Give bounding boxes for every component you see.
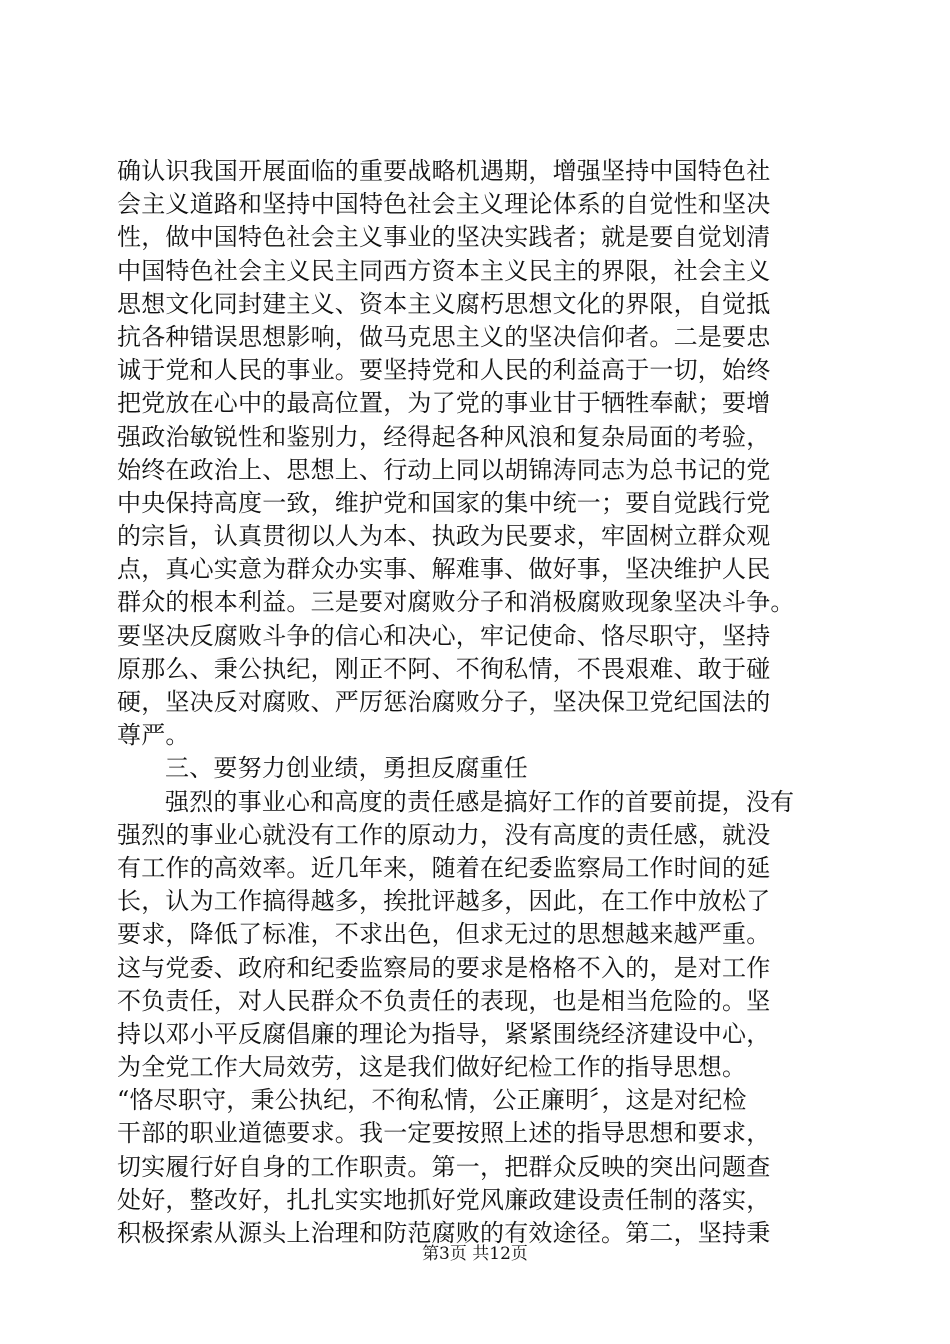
text-line: 为全党工作大局效劳，这是我们做好纪检工作的指导思想。 <box>117 1053 747 1082</box>
text-line: 处好，整改好，扎扎实实地抓好党风廉政建设责任制的落实， <box>117 1185 771 1214</box>
text-line: 切实履行好自身的工作职责。第一，把群众反映的突出问题查 <box>117 1152 771 1181</box>
text-line: 硬，坚决反对腐败、严厉惩治腐败分子，坚决保卫党纪国法的 <box>117 688 771 716</box>
text-line: 有工作的高效率。近几年来，随着在纪委监察局工作时间的延 <box>117 853 771 882</box>
text-line: 抗各种错误思想影响，做马克思主义的坚决信仰者。二是要忠 <box>117 322 771 351</box>
body-text <box>117 155 833 1250</box>
text-line: 点，真心实意为群众办实事、解难事、做好事，坚决维护人民 <box>117 555 771 584</box>
text-line: 干部的职业道德要求。我一定要按照上述的指导思想和要求， <box>117 1119 771 1148</box>
text-line: 不负责任，对人民群众不负责任的表现，也是相当危险的。坚 <box>117 986 771 1015</box>
text-line: 中国特色社会主义民主同西方资本主义民主的界限，社会主义 <box>117 256 771 285</box>
text-line: 始终在政治上、思想上、行动上同以胡锦涛同志为总书记的党 <box>117 455 771 484</box>
text-line: 诚于党和人民的事业。要坚持党和人民的利益高于一切，始终 <box>117 356 771 385</box>
text-line: 强政治敏锐性和鉴别力，经得起各种风浪和复杂局面的考验， <box>117 422 771 451</box>
text-line: 这与党委、政府和纪委监察局的要求是格格不入的，是对工作 <box>117 953 771 982</box>
text-line: 强烈的事业心就没有工作的原动力，没有高度的责任感，就没 <box>117 820 771 849</box>
text-line: 尊严。 <box>117 721 190 750</box>
text-line: 确认识我国开展面临的重要战略机遇期，增强坚持中国特色社 <box>117 157 771 185</box>
text-line: 的宗旨，认真贯彻以人为本、执政为民要求，牢固树立群众观 <box>117 522 771 551</box>
text-line: 原那么、秉公执纪，刚正不阿、不徇私情，不畏艰难、敢于碰 <box>117 654 771 683</box>
text-line: 长，认为工作搞得越多，挨批评越多，因此，在工作中放松了 <box>117 887 771 916</box>
text-line: 群众的根本利益。三是要对腐败分子和消极腐败现象坚决斗争。 <box>117 588 795 617</box>
paragraph-first-line: 强烈的事业心和高度的责任感是搞好工作的首要前提，没有 <box>165 787 795 816</box>
text-line: 把党放在心中的最高位置，为了党的事业甘于牺牲奉献；要增 <box>117 389 771 418</box>
text-line: “恪尽职守，秉公执纪，不徇私情，公正廉明〞，这是对纪检 <box>117 1086 747 1115</box>
text-line: 思想文化同封建主义、资本主义腐朽思想文化的界限，自觉抵 <box>117 289 771 318</box>
text-line: 要坚决反腐败斗争的信心和决心，牢记使命、恪尽职守，坚持 <box>117 621 771 650</box>
text-line: 积极探索从源头上治理和防范腐败的有效途径。第二，坚持秉 <box>117 1219 771 1247</box>
text-line: 性，做中国特色社会主义事业的坚决实践者；就是要自觉划清 <box>117 223 771 252</box>
text-line: 要求，降低了标准，不求出色，但求无过的思想越来越严重。 <box>117 920 771 949</box>
section-heading: 三、要努力创业绩，勇担反腐重任 <box>165 754 528 783</box>
page-number-footer: 第3页 共12页 <box>422 1244 528 1264</box>
text-line: 持以邓小平反腐倡廉的理论为指导，紧紧围绕经济建设中心， <box>117 1019 771 1048</box>
text-line: 中央保持高度一致，维护党和国家的集中统一；要自觉践行党 <box>117 488 771 517</box>
text-line: 会主义道路和坚持中国特色社会主义理论体系的自觉性和坚决 <box>117 190 771 219</box>
